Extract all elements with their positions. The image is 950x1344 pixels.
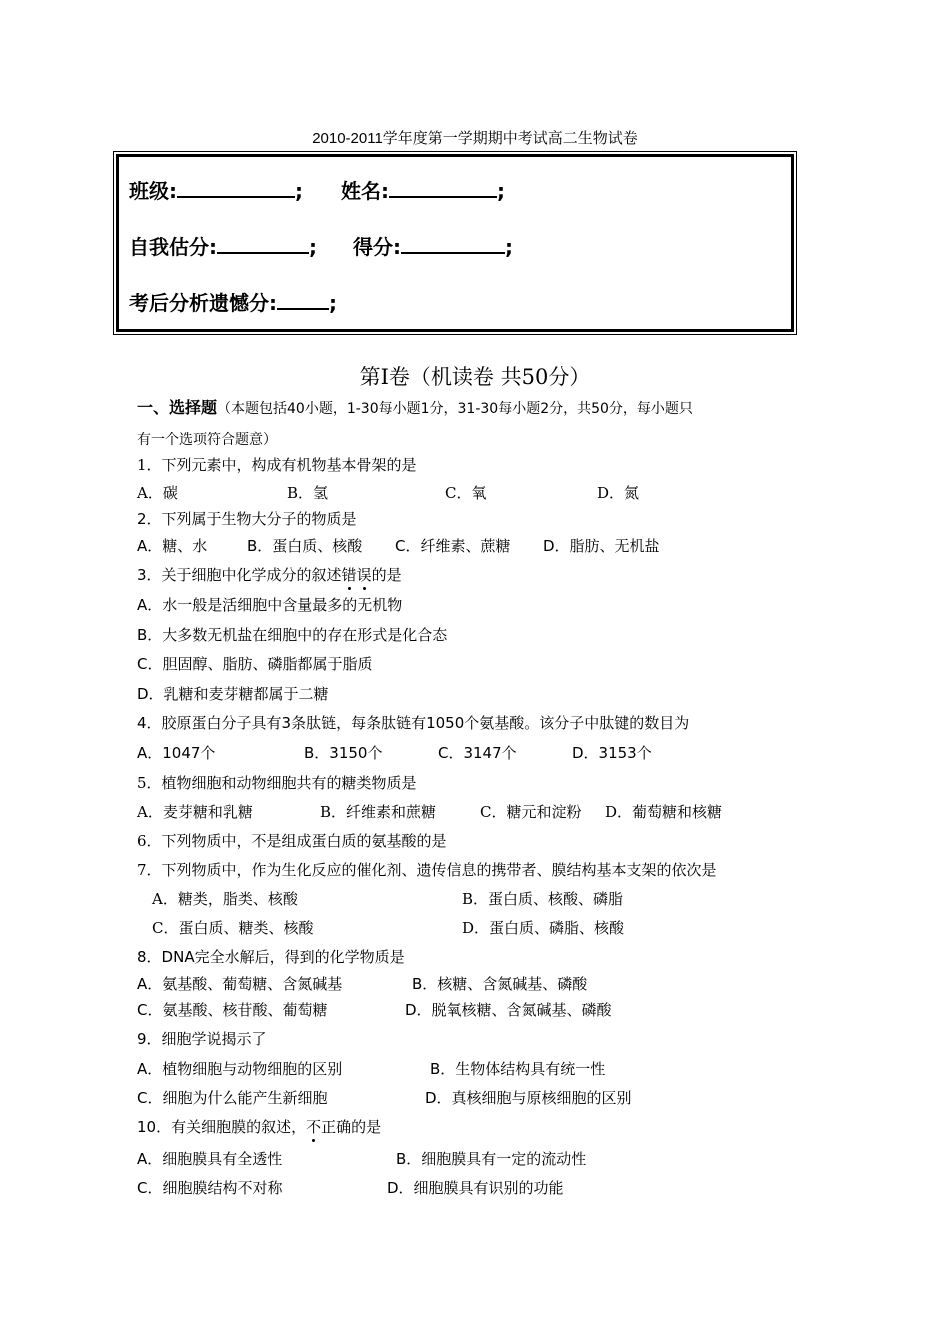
question-5-option-d[interactable]: D．葡萄糖和核糖 (605, 803, 723, 821)
regret-label: 考后分析遗憾分: (129, 291, 277, 315)
question-9-option-b[interactable]: B．生物体结构具有统一性 (430, 1060, 606, 1078)
student-info-box (116, 154, 794, 332)
regret-row (129, 287, 337, 316)
question-1-option-b[interactable]: B．氢 (287, 484, 329, 502)
question-9-option-a[interactable]: A．植物细胞与动物细胞的区别 (137, 1060, 343, 1078)
question-4-option-b[interactable]: B．3150个 (304, 744, 383, 762)
question-4-option-a[interactable]: A．1047个 (137, 744, 216, 762)
regret-blank[interactable] (277, 290, 329, 310)
question-2-option-c[interactable]: C．纤维素、蔗糖 (395, 537, 511, 555)
question-2-stem: 2．下列属于生物大分子的物质是 (137, 510, 357, 528)
question-8-option-d[interactable]: D．脱氧核糖、含氮碱基、磷酸 (405, 1001, 612, 1019)
emphasis-char: 错 (341, 566, 357, 584)
question-4-option-c[interactable]: C．3147个 (438, 744, 517, 762)
question-4-stem: 4．胶原蛋白分子具有3条肽链，每条肽链有1050个氨基酸。该分子中肽键的数目为 (137, 714, 690, 732)
question-9-stem: 9．细胞学说揭示了 (137, 1030, 267, 1048)
question-4-option-d[interactable]: D．3153个 (572, 744, 652, 762)
question-5-option-b[interactable]: B．纤维素和蔗糖 (320, 803, 437, 821)
question-1-option-d[interactable]: D．氮 (597, 484, 640, 502)
question-1-stem: 1．下列元素中，构成有机物基本骨架的是 (137, 456, 417, 474)
question-5-option-c[interactable]: C．糖元和淀粉 (480, 803, 582, 821)
separator: ; (497, 179, 505, 203)
part-one-note-1: （本题包括40小题，1-30每小题1分，31-30每小题2分，共50分，每小题只 (217, 401, 693, 417)
class-blank[interactable] (177, 178, 295, 198)
question-2-option-b[interactable]: B．蛋白质、核酸 (247, 537, 363, 555)
question-1-option-c[interactable]: C．氧 (445, 484, 487, 502)
question-10-option-d[interactable]: D．细胞膜具有识别的功能 (387, 1179, 564, 1197)
question-3-option-c[interactable]: C．胆固醇、脂肪、磷脂都属于脂质 (137, 655, 373, 673)
question-10-option-a[interactable]: A．细胞膜具有全透性 (137, 1150, 283, 1168)
separator: ; (505, 235, 513, 259)
question-3-stem: 3．关于细胞中化学成分的叙述错误的是 (137, 566, 402, 584)
class-name-row (129, 175, 505, 204)
question-7-option-a[interactable]: A．糖类，脂类、核酸 (152, 890, 298, 908)
question-1-option-a[interactable]: A．碳 (137, 484, 178, 502)
separator: ; (295, 179, 303, 203)
score-label: 得分: (353, 235, 401, 259)
exam-title: 2010-2011学年度第一学期期中考试高二生物试卷 (312, 130, 638, 147)
self-score-label: 自我估分: (129, 235, 217, 259)
question-3-option-a[interactable]: A．水一般是活细胞中含量最多的无机物 (137, 596, 403, 614)
question-3-option-b[interactable]: B．大多数无机盐在细胞中的存在形式是化合态 (137, 626, 448, 644)
question-10-stem: 10．有关细胞膜的叙述，不正确的是 (137, 1118, 382, 1136)
question-8-option-a[interactable]: A．氨基酸、葡萄糖、含氮碱基 (137, 975, 343, 993)
part-one-label: 一、选择题 (137, 398, 218, 417)
name-label: 姓名: (341, 179, 389, 203)
question-10-option-b[interactable]: B．细胞膜具有一定的流动性 (396, 1150, 587, 1168)
emphasis-char: 误 (356, 566, 372, 584)
class-label: 班级: (129, 179, 177, 203)
separator: ; (309, 235, 317, 259)
question-9-option-c[interactable]: C．细胞为什么能产生新细胞 (137, 1089, 328, 1107)
question-5-stem: 5．植物细胞和动物细胞共有的糖类物质是 (137, 774, 417, 792)
score-blank[interactable] (401, 234, 505, 254)
question-7-option-b[interactable]: B．蛋白质、核酸、磷脂 (462, 890, 624, 908)
question-2-option-d[interactable]: D．脂肪、无机盐 (543, 537, 660, 555)
question-9-option-d[interactable]: D．真核细胞与原核细胞的区别 (425, 1089, 632, 1107)
question-10-option-c[interactable]: C．细胞膜结构不对称 (137, 1179, 283, 1197)
question-5-option-a[interactable]: A．麦芽糖和乳糖 (137, 803, 253, 821)
section-heading: 第Ⅰ卷（机读卷 共50分） (359, 365, 591, 389)
question-8-option-b[interactable]: B．核糖、含氮碱基、磷酸 (412, 975, 588, 993)
question-7-stem: 7．下列物质中，作为生化反应的催化剂、遗传信息的携带者、膜结构基本支架的依次是 (137, 861, 717, 879)
question-7-option-d[interactable]: D．蛋白质、磷脂、核酸 (462, 919, 625, 937)
question-6-stem: 6．下列物质中，不是组成蛋白质的氨基酸的是 (137, 832, 447, 850)
separator: ; (329, 291, 337, 315)
score-row (129, 231, 513, 260)
name-blank[interactable] (389, 178, 497, 198)
question-8-option-c[interactable]: C．氨基酸、核苷酸、葡萄糖 (137, 1001, 328, 1019)
question-3-option-d[interactable]: D．乳糖和麦芽糖都属于二糖 (137, 685, 329, 703)
question-8-stem: 8．DNA完全水解后，得到的化学物质是 (137, 948, 405, 966)
question-2-option-a[interactable]: A．糖、水 (137, 537, 208, 555)
part-one-heading (137, 393, 827, 455)
emphasis-char: 不 (306, 1118, 322, 1136)
question-7-option-c[interactable]: C．蛋白质、糖类、核酸 (152, 919, 314, 937)
part-one-note-2: 有一个选项符合题意） (137, 432, 277, 448)
self-score-blank[interactable] (217, 234, 309, 254)
